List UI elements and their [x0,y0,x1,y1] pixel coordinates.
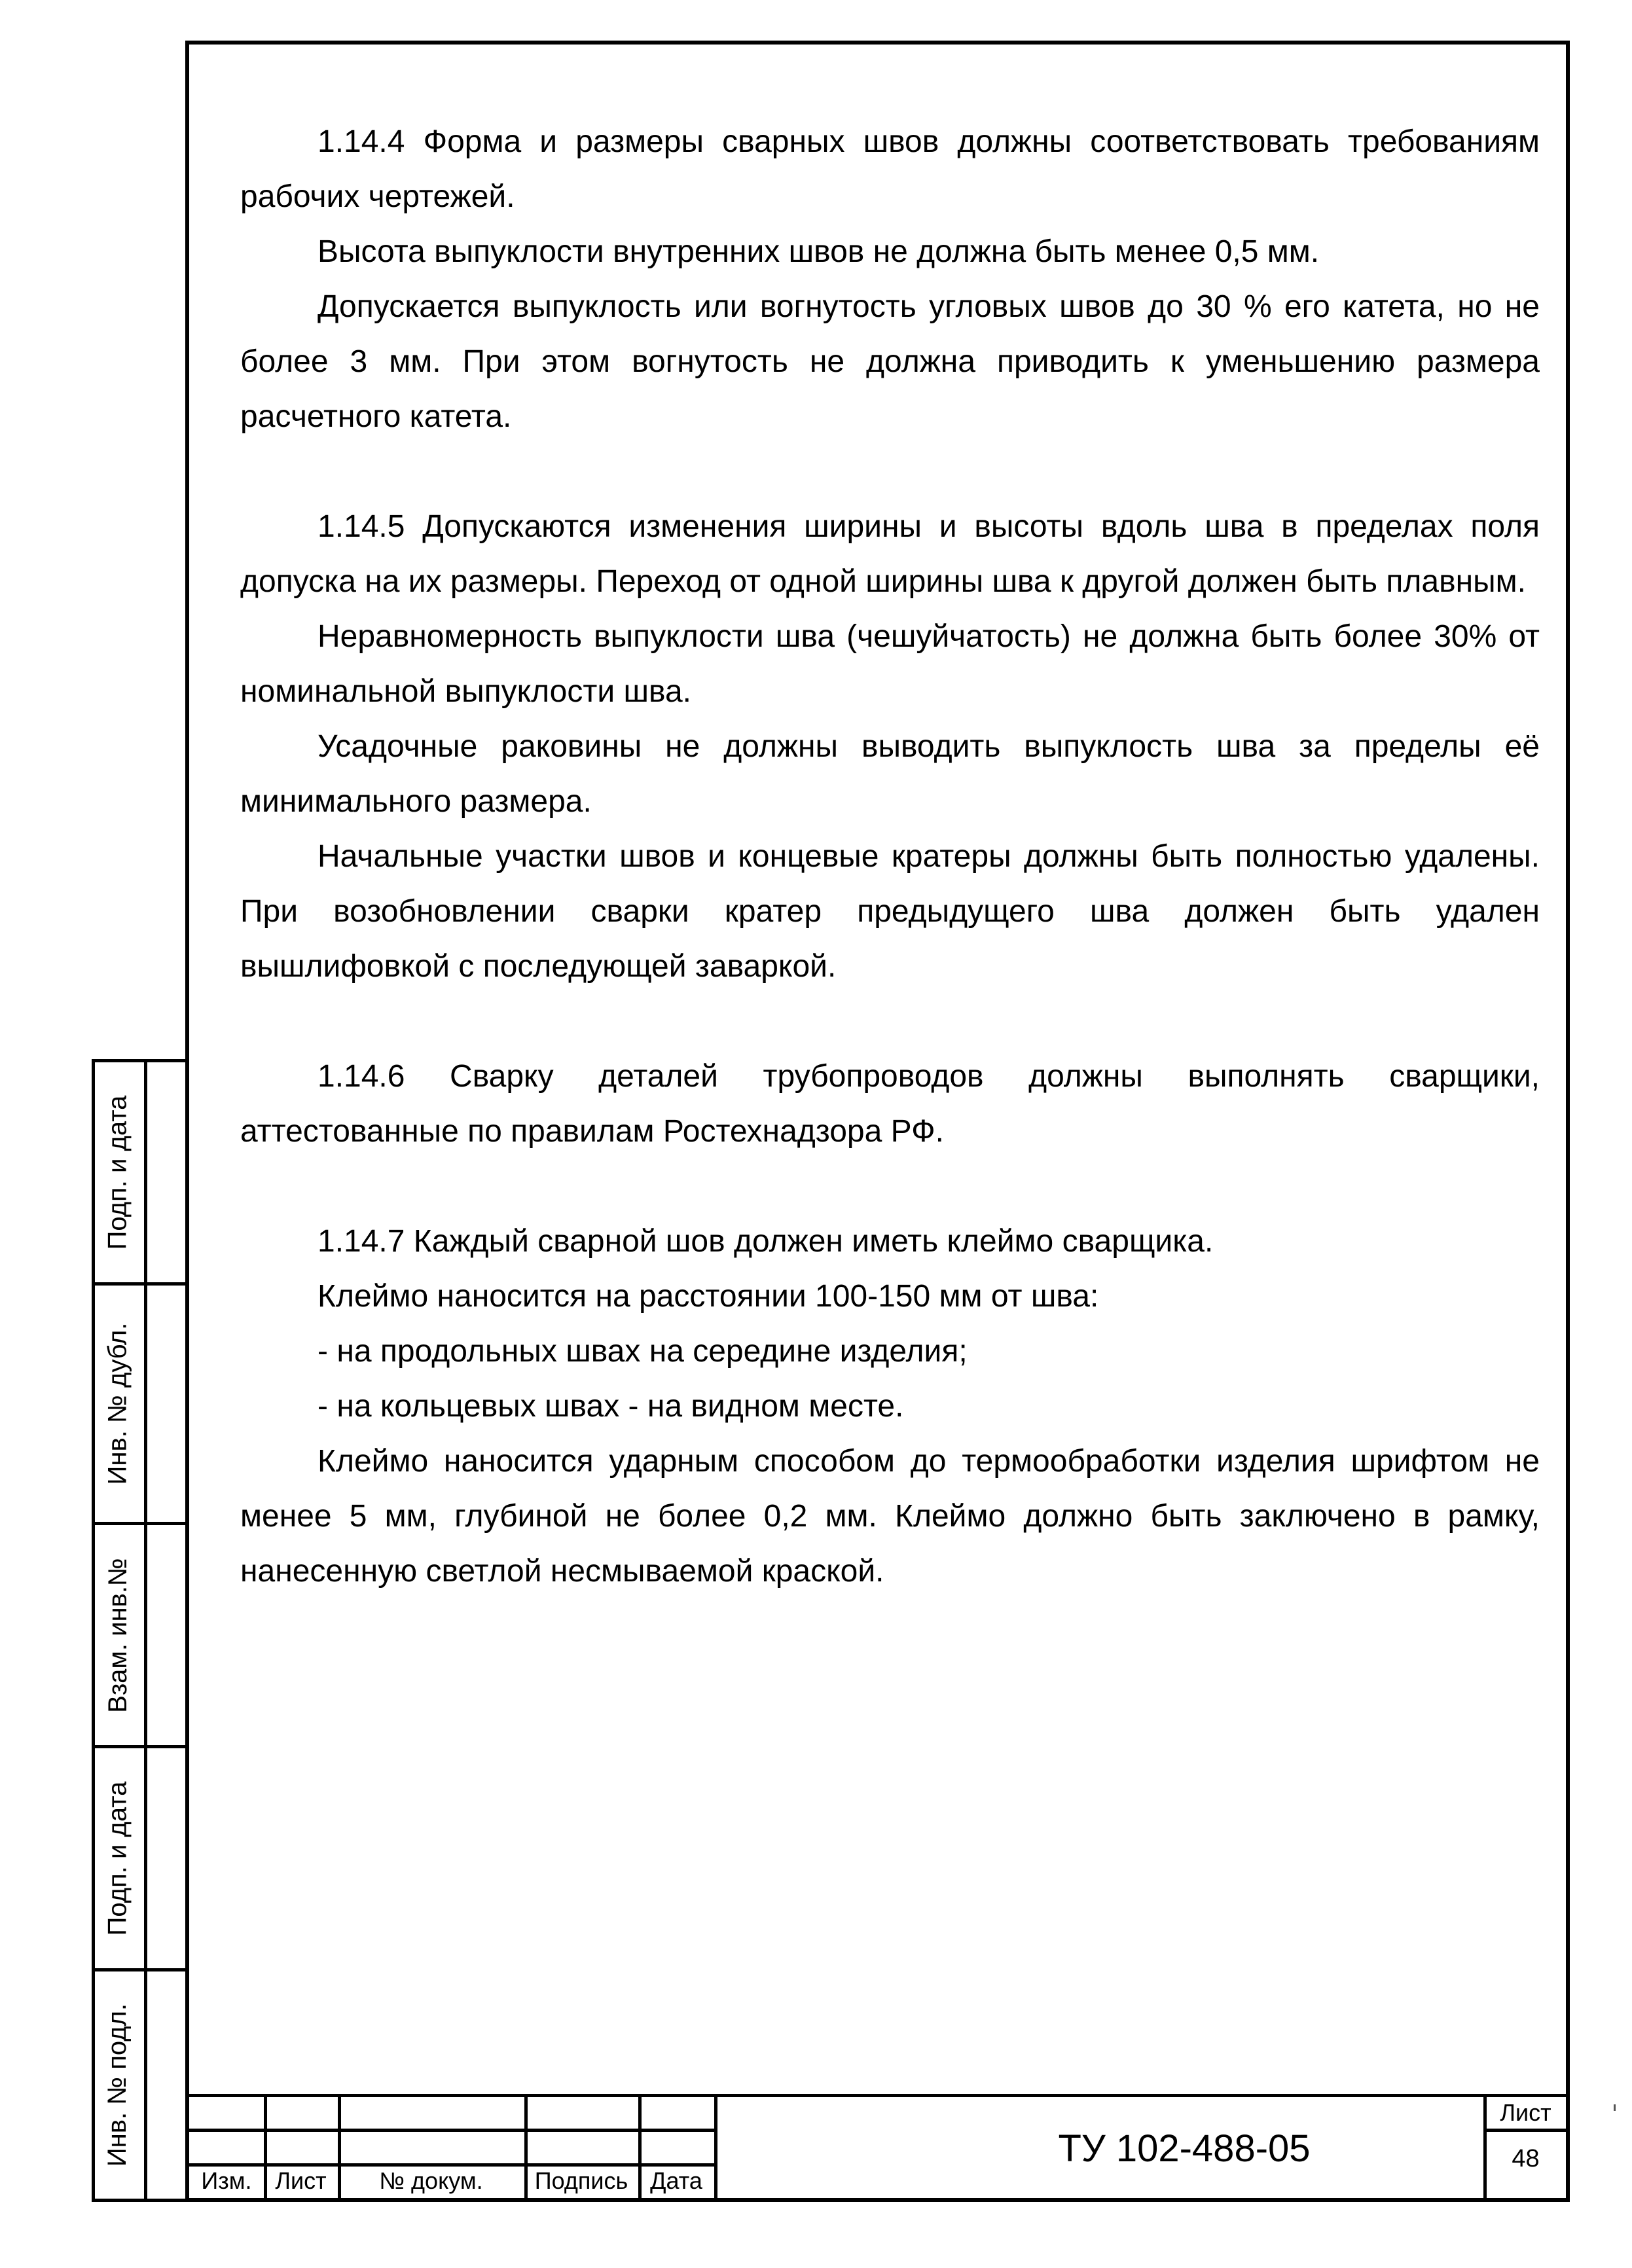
title-block [189,2094,1566,2198]
paragraph: 1.14.7 Каждый сварной шов должен иметь клеймо сварщика. [317,1224,1214,1259]
scan-mark [1614,2104,1616,2111]
paragraph: Клеймо наносится ударным способом до термообработки изделия шрифтом не менее 5 мм, глубиной не более 0,2 мм. Клеймо должно быть заключено в рамку, нанесенную светлой несмываемой краской. [240,1444,1540,1589]
sheet-number: 48 [1512,2145,1540,2172]
sheet-label: Лист [1500,2099,1551,2126]
paragraph: Допускается выпуклость или вогнутость угловых швов до 30 % его катета, но не более 3 мм. При этом вогнутость не должна приводить к уменьшению размера расчетного катета. [240,289,1540,434]
paragraph: Неравномерность выпуклости шва (чешуйчатость) не должна быть более 30% от номинальной выпуклости шва. [240,619,1540,709]
side-label-sign-date-2: Подп. и дата [103,1781,132,1935]
side-stamp-strip [92,1059,189,2202]
side-cell-blank [144,1059,189,1286]
list-item: - на продольных швах на середине изделия; [317,1334,968,1369]
paragraph: Начальные участки швов и концевые кратеры должны быть полностью удалены. При возобновлении сварки кратер предыдущего шва должен быть удален вышлифовкой с последующей заваркой. [240,839,1540,984]
side-label-dup-inv: Инв. № дубл. [103,1322,132,1485]
header-date: Дата [650,2167,702,2194]
side-label-orig-inv: Инв. № подл. [103,2003,132,2167]
paragraph: 1.14.4 Форма и размеры сварных швов должны соответствовать требованиям рабочих чертежей. [240,124,1540,214]
header-sheet: Лист [275,2167,327,2194]
list-item: - на кольцевых швах - на видном месте. [317,1389,904,1424]
document-body [240,115,1540,1599]
header-signature: Подпись [534,2167,628,2194]
paragraph: 1.14.5 Допускаются изменения ширины и высоты вдоль шва в пределах поля допуска на их размеры. Переход от одной ширины шва к другой должен быть плавным. [240,509,1540,599]
side-cell-blank [144,1282,189,1525]
header-change: Изм. [201,2167,252,2194]
side-cell-blank [144,1522,189,1748]
paragraph: Клеймо наносится на расстоянии 100-150 мм от шва: [317,1279,1099,1314]
paragraph: Высота выпуклости внутренних швов не должна быть менее 0,5 мм. [317,234,1320,269]
side-label-sign-date: Подп. и дата [103,1095,132,1250]
side-cell-blank [144,1968,189,2202]
header-doc-number: № докум. [379,2167,483,2194]
paragraph: 1.14.6 Сварку деталей трубопроводов должны выполнять сварщики, аттестованные по правилам Ростехнадзора РФ. [240,1059,1540,1149]
side-cell-blank [144,1745,189,1971]
paragraph: Усадочные раковины не должны выводить выпуклость шва за пределы её минимального размера. [240,729,1540,819]
side-label-replace-inv: Взам. инв.№ [103,1557,132,1713]
document-code: ТУ 102-488-05 [1058,2127,1311,2170]
